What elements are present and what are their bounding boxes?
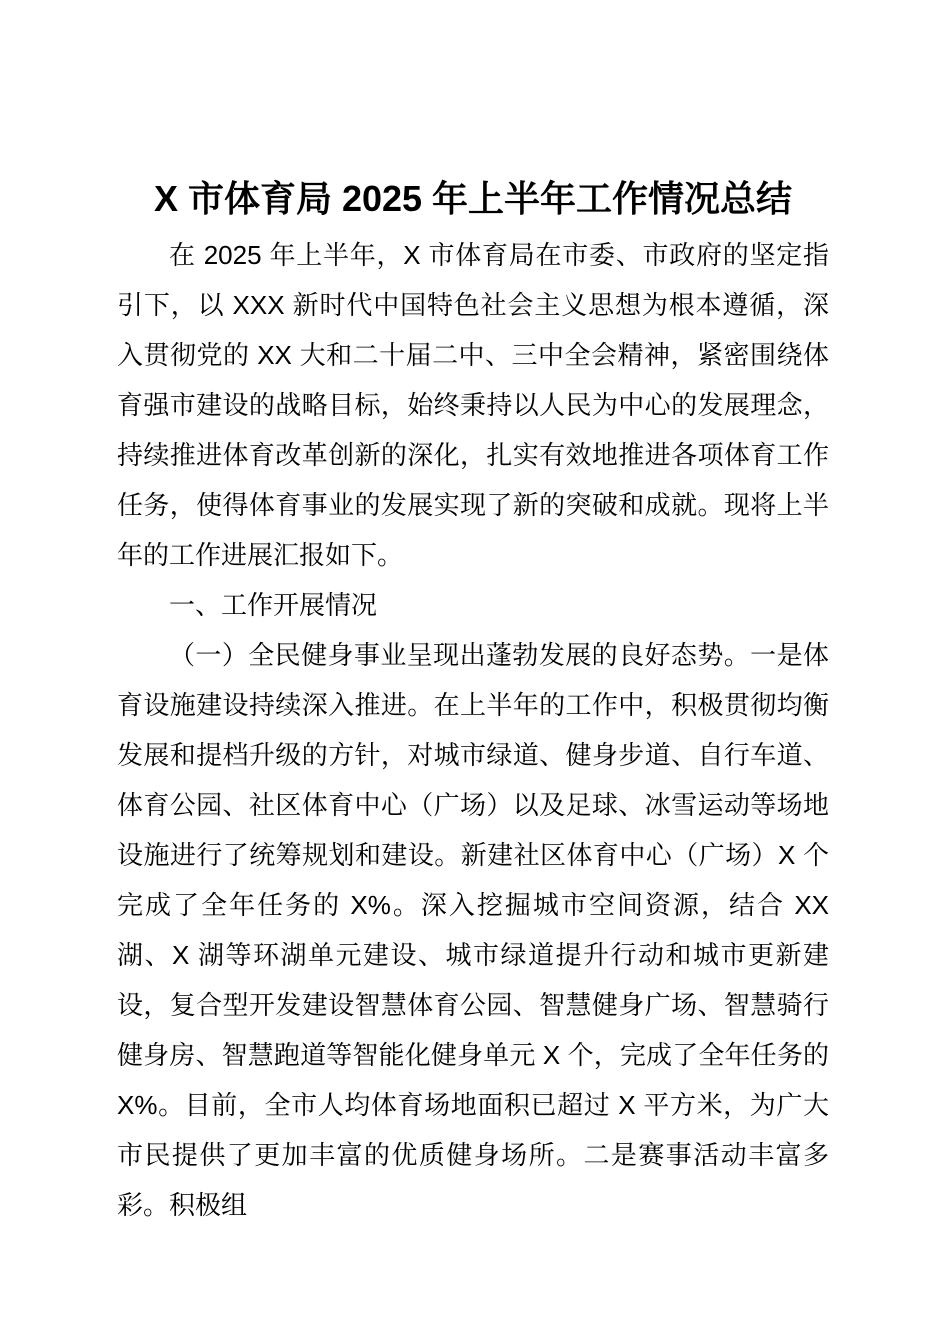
section-heading: 一、工作开展情况 <box>169 590 378 620</box>
paragraph: 在 2025 年上半年，X 市体育局在市委、市政府的坚定指引下，以 XXX 新时代中国特色社会主义思想为根本遵循，深入贯彻党的 XX 大和二十届二中、三中全会精神，紧密围绕体育强市建设的战略目标，始终秉持以人民为中心的发展理念，持续推进体育改革创新的深化，扎实有效地推进各项体育工作任务，使得体育事业的发展实现了新的突破和成就。现将上半年的工作进展汇报如下。 <box>117 240 829 570</box>
document-title: X 市体育局 2025 年上半年工作情况总结 <box>153 178 793 219</box>
document-content <box>117 172 829 1230</box>
document-body <box>117 230 829 1230</box>
paragraph: （一）全民健身事业呈现出蓬勃发展的良好态势。一是体育设施建设持续深入推进。在上半年的工作中，积极贯彻均衡发展和提档升级的方针，对城市绿道、健身步道、自行车道、体育公园、社区体育中心（广场）以及足球、冰雪运动等场地设施进行了统筹规划和建设。新建社区体育中心（广场）X 个完成了全年任务的 X%。深入挖掘城市空间资源，结合 XX 湖、X 湖等环湖单元建设、城市绿道提升行动和城市更新建设，复合型开发建设智慧体育公园、智慧健身广场、智慧骑行健身房、智慧跑道等智能化健身单元 X 个，完成了全年任务的 X%。目前，全市人均体育场地面积已超过 X 平方米，为广大市民提供了更加丰富的优质健身场所。二是赛事活动丰富多彩。积极组 <box>117 640 829 1220</box>
